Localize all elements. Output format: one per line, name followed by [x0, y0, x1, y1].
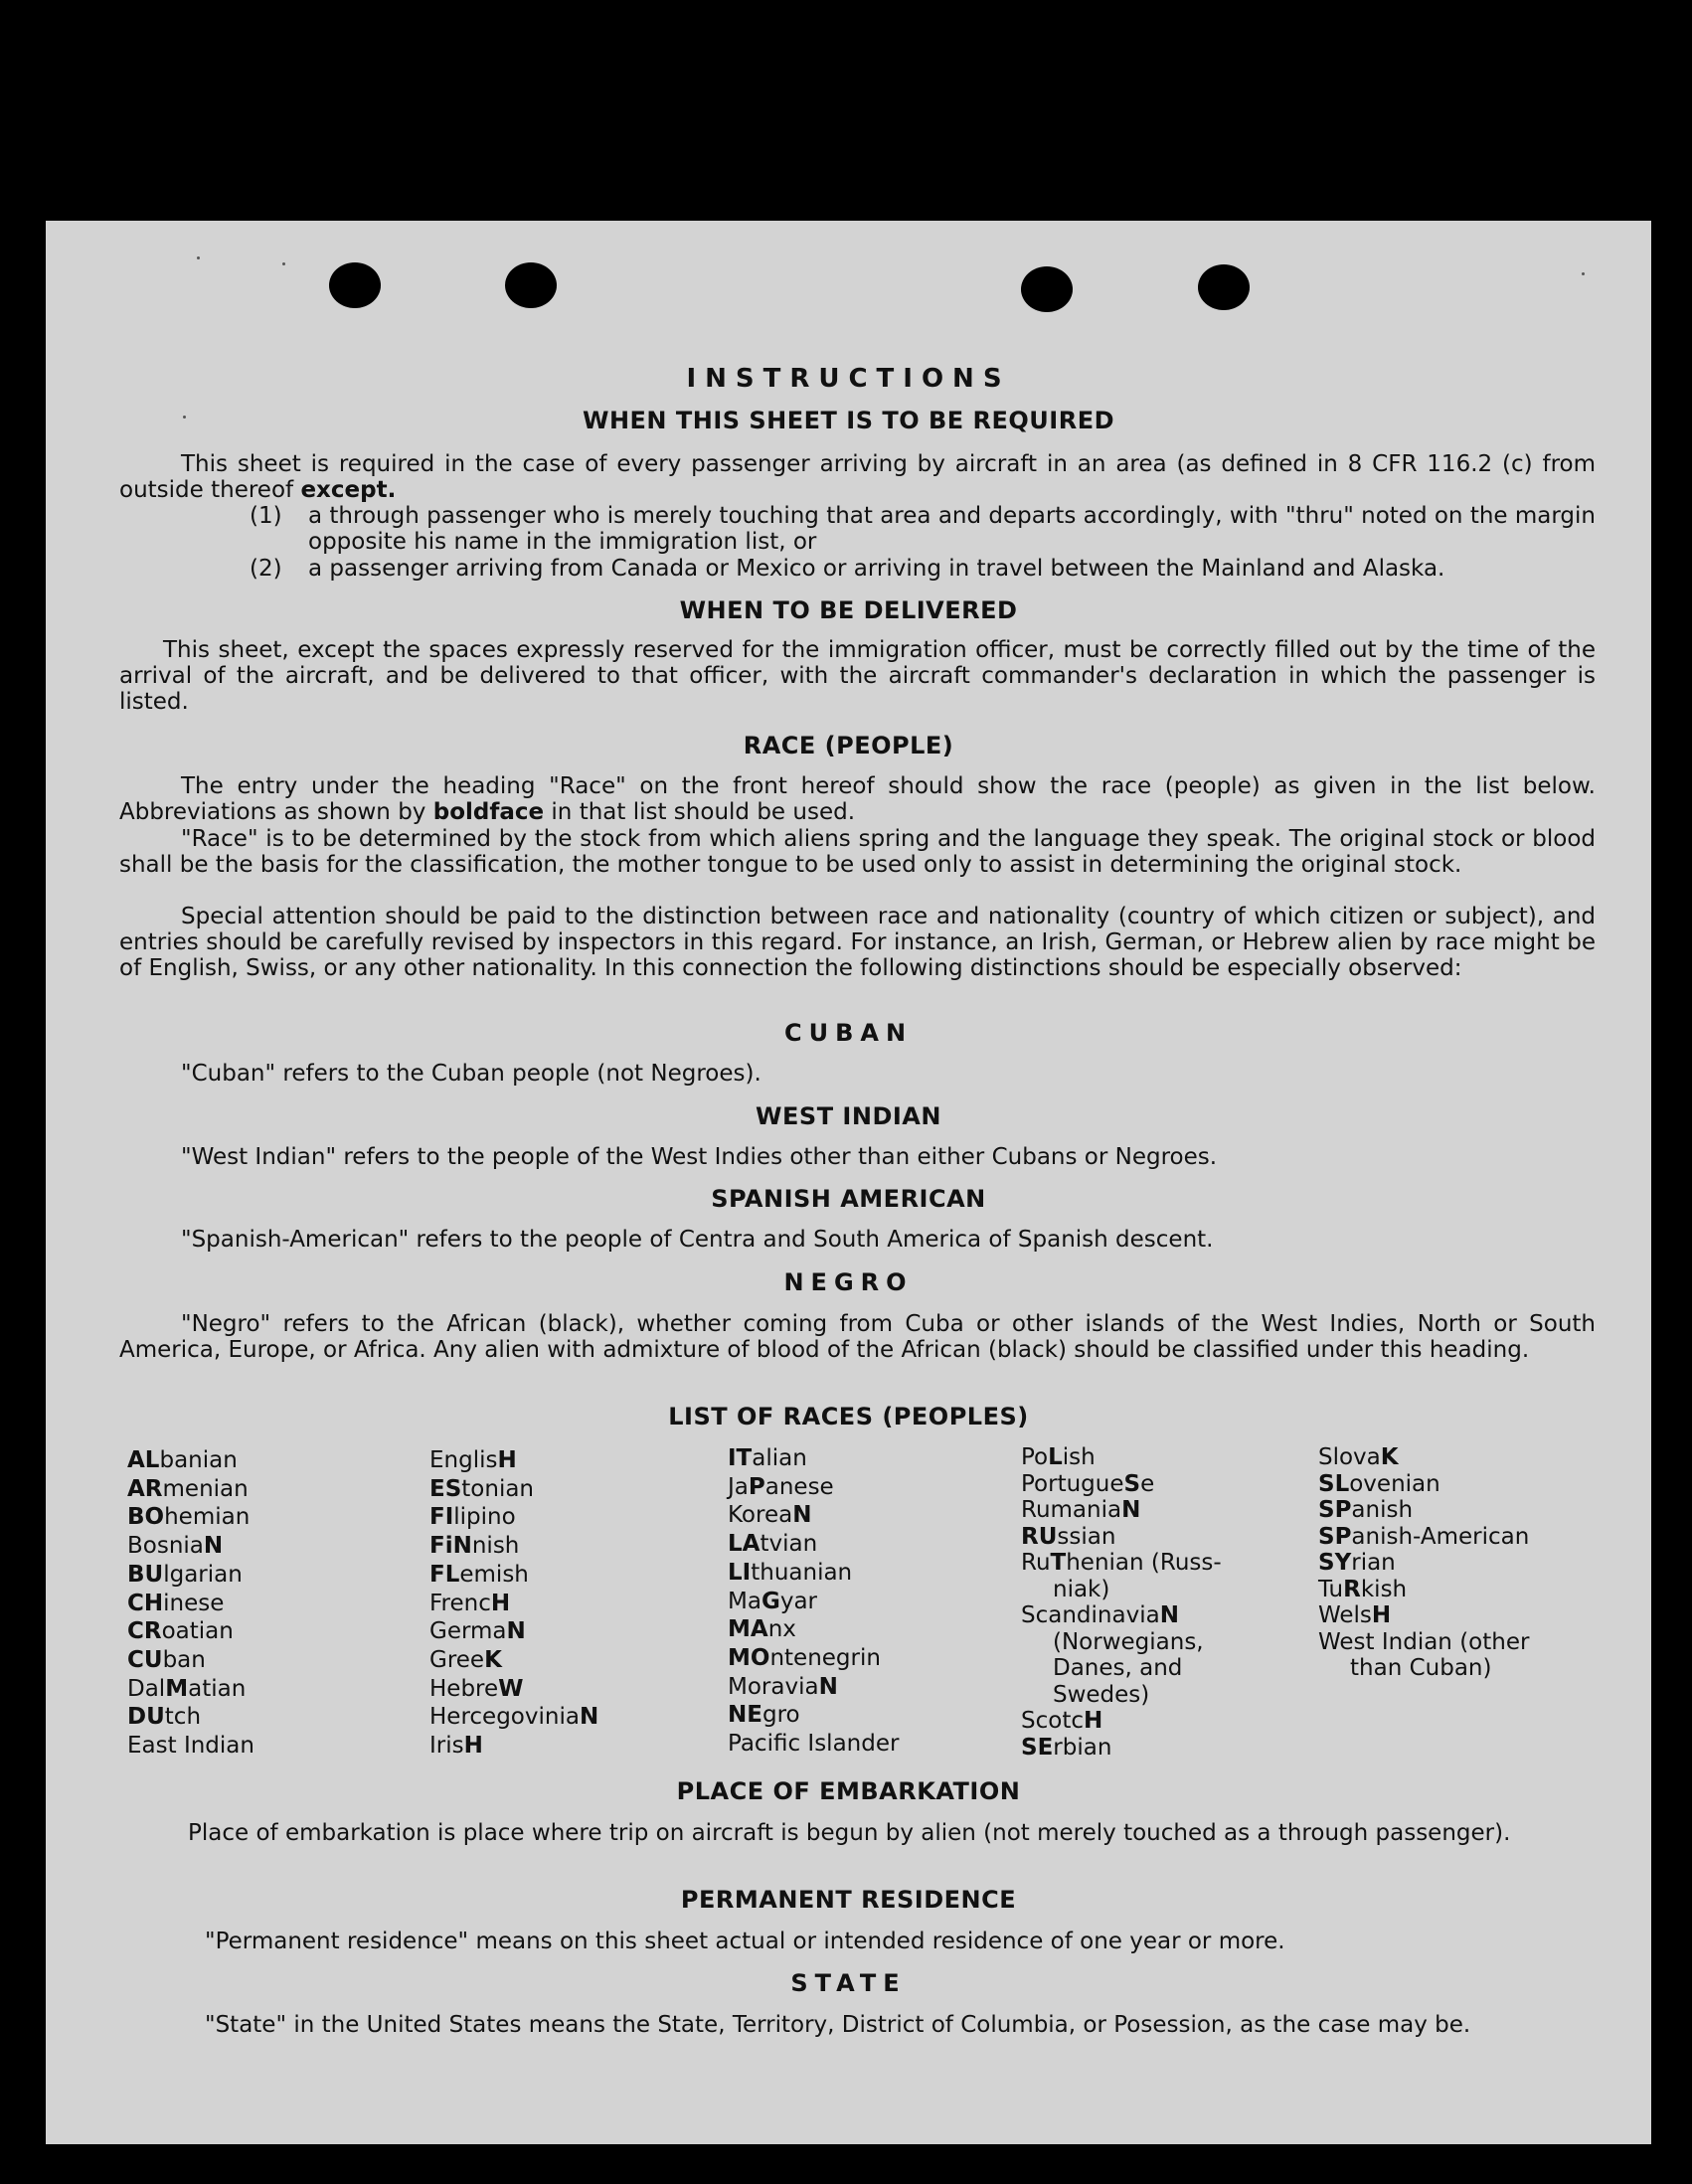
race-entry: CUban	[127, 1646, 206, 1673]
race-entry: RumaniaN	[1021, 1497, 1141, 1523]
heading-required: WHEN THIS SHEET IS TO BE REQUIRED	[582, 407, 1115, 434]
race-column	[1021, 1444, 1222, 1761]
race-entry: PoLish	[1021, 1444, 1096, 1470]
race-entry: FIlipino	[429, 1504, 516, 1531]
race-entry: HercegoviniaN	[429, 1704, 599, 1731]
negro-text: "Negro" refers to the African (black), whether coming from Cuba or other islands of the West Indies, North or South America, Europe, or Africa. Any alien with admixture of blood of the African (black) should be classified under this heading.	[119, 1311, 1596, 1363]
race-entry: EnglisH	[429, 1447, 517, 1473]
cuban-text: "Cuban" refers to the Cuban people (not Negroes).	[181, 1061, 761, 1087]
heading-embarkation: PLACE OF EMBARKATION	[676, 1777, 1021, 1805]
race-entry: than Cuban)	[1350, 1655, 1492, 1681]
race-entry: MaGyar	[728, 1588, 818, 1614]
race-entry: niak)	[1053, 1576, 1110, 1602]
race-paragraph-3: Special attention should be paid to the distinction between race and nationality (country of which citizen or subject), and entries should be carefully revised by inspectors in this regard. For instance, an Irish, German, or Hebrew alien by race might be of English, Swiss, or any other nationality. In this connection the following distinctions should be especially observed:	[119, 904, 1596, 981]
race-entry: ALbanian	[127, 1447, 238, 1473]
race-entry: BOhemian	[127, 1504, 251, 1531]
race-entry: LIthuanian	[728, 1559, 853, 1586]
race-entry: MoraviaN	[728, 1673, 838, 1700]
race-entry: SYrian	[1318, 1550, 1396, 1576]
race-entry: BosniaN	[127, 1533, 224, 1560]
race-entry: HebreW	[429, 1675, 524, 1702]
race-entry: IrisH	[429, 1733, 483, 1760]
race-entry: FrencH	[429, 1590, 511, 1616]
heading-residence: PERMANENT RESIDENCE	[680, 1886, 1017, 1914]
race-entry: ScandinaviaN	[1021, 1602, 1179, 1628]
race-entry: SLovenian	[1318, 1470, 1440, 1497]
race-entry: NEgro	[728, 1702, 800, 1729]
west-indian-text: "West Indian" refers to the people of the West Indies other than either Cubans or Negroes.	[181, 1144, 1218, 1170]
speck	[1582, 272, 1585, 275]
required-item-1: a through passenger who is merely touching that area and departs accordingly, with "thru" noted on the margin opposite his name in the immigration list, or	[308, 503, 1596, 555]
race-entry: ITalian	[728, 1445, 807, 1471]
speck	[197, 256, 200, 259]
heading-list-of-races: LIST OF RACES (PEOPLES)	[668, 1403, 1029, 1430]
race-entry: DalMatian	[127, 1675, 247, 1702]
race-entry: LAtvian	[728, 1531, 818, 1558]
race-entry: SlovaK	[1318, 1444, 1399, 1470]
race-entry: KoreaN	[728, 1502, 812, 1529]
race-entry: MAnx	[728, 1616, 796, 1643]
race-entry: GermaN	[429, 1618, 526, 1645]
race-entry: Swedes)	[1053, 1681, 1150, 1708]
race-entry: Danes, and	[1053, 1655, 1183, 1681]
heading-west-indian: WEST INDIAN	[756, 1102, 941, 1130]
document-sheet	[46, 221, 1651, 2144]
punch-hole	[1021, 266, 1073, 312]
race-paragraph-2: "Race" is to be determined by the stock from which aliens spring and the language they speak. The original stock or blood shall be the basis for the classification, the mother tongue to be used only to assist in determining the original stock.	[119, 826, 1596, 878]
race-entry: CRoatian	[127, 1618, 234, 1645]
punch-hole	[505, 262, 557, 308]
race-entry: SPanish	[1318, 1497, 1414, 1523]
page-title: INSTRUCTIONS	[686, 364, 1011, 394]
race-entry: SErbian	[1021, 1734, 1112, 1761]
race-entry: PortugueSe	[1021, 1470, 1155, 1497]
punch-hole	[1198, 264, 1250, 310]
race-entry: RUssian	[1021, 1523, 1116, 1550]
race-entry: ARmenian	[127, 1475, 249, 1502]
race-paragraph-1: The entry under the heading "Race" on the front hereof should show the race (people) as given in the list below. Abbreviations as shown by boldface in that list should be used.	[119, 773, 1596, 825]
race-entry: GreeK	[429, 1646, 502, 1673]
heading-state: STATE	[790, 1969, 907, 1997]
race-entry: West Indian (other	[1318, 1628, 1530, 1655]
race-column	[429, 1446, 598, 1761]
state-text: "State" in the United States means the State, Territory, District of Columbia, or Posession, as the case may be.	[205, 2012, 1471, 2038]
race-column	[1318, 1444, 1529, 1682]
race-entry: FLemish	[429, 1561, 529, 1588]
heading-cuban: CUBAN	[783, 1019, 914, 1047]
spanish-american-text: "Spanish-American" refers to the people of Centra and South America of Spanish descent.	[181, 1227, 1214, 1253]
race-column	[728, 1444, 899, 1759]
race-entry: RuThenian (Russ-	[1021, 1550, 1222, 1576]
race-entry: ScotcH	[1021, 1708, 1103, 1734]
race-entry: (Norwegians,	[1053, 1628, 1204, 1655]
race-entry: Pacific Islander	[728, 1731, 900, 1758]
race-entry: TuRkish	[1318, 1576, 1408, 1602]
heading-delivered: WHEN TO BE DELIVERED	[679, 596, 1018, 624]
race-entry: WelsH	[1318, 1602, 1392, 1628]
heading-spanish-american: SPANISH AMERICAN	[711, 1185, 986, 1213]
heading-negro: NEGRO	[783, 1268, 914, 1296]
race-entry: East Indian	[127, 1733, 254, 1760]
race-entry: DUtch	[127, 1704, 202, 1731]
embarkation-text: Place of embarkation is place where trip on aircraft is begun by alien (not merely touched as a through passenger).	[188, 1820, 1511, 1846]
punch-hole	[329, 262, 381, 308]
residence-text: "Permanent residence" means on this sheet actual or intended residence of one year or more.	[205, 1929, 1285, 1954]
race-entry: EStonian	[429, 1475, 535, 1502]
race-column	[127, 1446, 254, 1761]
race-entry: MOntenegrin	[728, 1644, 881, 1671]
race-entry: BUlgarian	[127, 1561, 243, 1588]
race-entry: JaPanese	[728, 1473, 834, 1500]
delivered-text: This sheet, except the spaces expressly reserved for the immigration officer, must be correctly filled out by the time of the arrival of the aircraft, and be delivered to that officer, with the aircraft commander's declaration in which the passenger is listed.	[119, 637, 1596, 715]
required-intro: This sheet is required in the case of every passenger arriving by aircraft in an area (as defined in 8 CFR 116.2 (c) from outside thereof except.	[119, 451, 1596, 503]
required-item-2: a passenger arriving from Canada or Mexico or arriving in travel between the Mainland and Alaska.	[308, 556, 1445, 582]
required-item-2-number: (2)	[250, 556, 282, 582]
heading-race: RACE (PEOPLE)	[743, 732, 954, 759]
speck	[282, 262, 285, 265]
race-entry: SPanish-American	[1318, 1523, 1530, 1550]
required-item-1-number: (1)	[250, 503, 282, 529]
race-entry: FiNnish	[429, 1533, 520, 1560]
race-entry: CHinese	[127, 1590, 225, 1616]
